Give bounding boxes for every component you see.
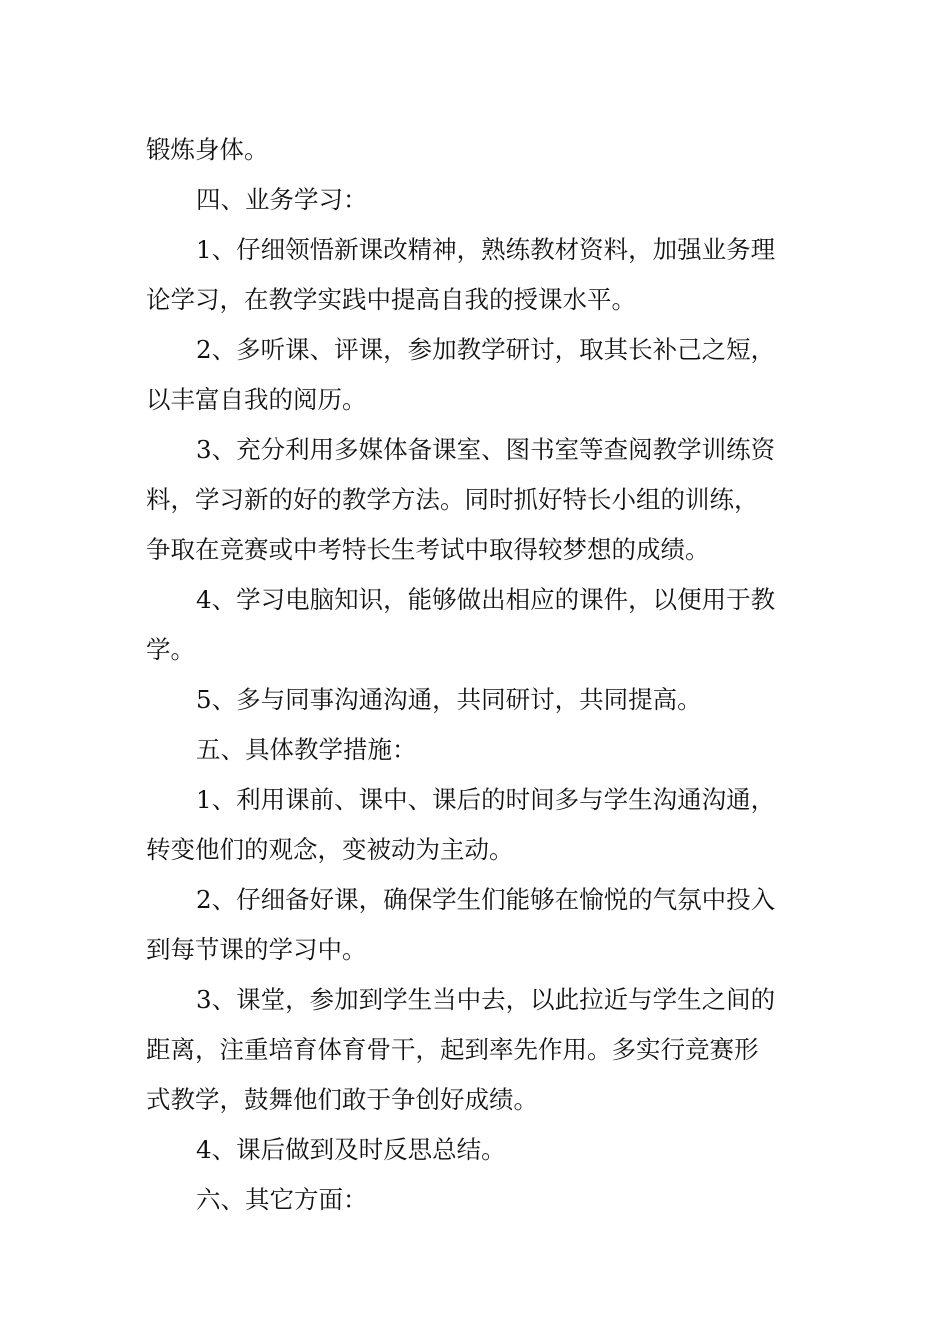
text-line: 五、具体教学措施： xyxy=(196,735,417,764)
text-line: 争取在竞赛或中考特长生考试中取得较梦想的成绩。 xyxy=(146,535,710,564)
text-line: 3、课堂，参加到学生当中去，以此拉近与学生之间的 xyxy=(196,985,776,1014)
text-line: 2、多听课、评课，参加教学研讨，取其长补己之短， xyxy=(196,335,776,364)
text-line: 六、其它方面： xyxy=(196,1185,368,1214)
text-line: 学。 xyxy=(146,635,195,664)
text-line: 转变他们的观念，变被动为主动。 xyxy=(146,835,514,864)
text-line: 锻炼身体。 xyxy=(146,135,269,164)
text-line: 4、学习电脑知识，能够做出相应的课件，以便用于教 xyxy=(196,585,776,614)
text-line: 距离，注重培育体育骨干，起到率先作用。多实行竞赛形 xyxy=(146,1035,759,1064)
document-body xyxy=(146,125,814,1225)
text-line: 四、业务学习： xyxy=(196,185,368,214)
text-line: 式教学，鼓舞他们敢于争创好成绩。 xyxy=(146,1085,538,1114)
text-line: 到每节课的学习中。 xyxy=(146,935,367,964)
text-line: 以丰富自我的阅历。 xyxy=(146,385,367,414)
text-line: 1、仔细领悟新课改精神，熟练教材资料，加强业务理 xyxy=(196,235,776,264)
text-line: 3、充分利用多媒体备课室、图书室等查阅教学训练资 xyxy=(196,435,776,464)
text-line: 1、利用课前、课中、课后的时间多与学生沟通沟通， xyxy=(196,785,776,814)
text-line: 2、仔细备好课，确保学生们能够在愉悦的气氛中投入 xyxy=(196,885,776,914)
text-line: 4、课后做到及时反思总结。 xyxy=(196,1135,506,1164)
text-line: 论学习，在教学实践中提高自我的授课水平。 xyxy=(146,285,636,314)
text-line: 料，学习新的好的教学方法。同时抓好特长小组的训练， xyxy=(146,485,759,514)
text-line: 5、多与同事沟通沟通，共同研讨，共同提高。 xyxy=(196,685,702,714)
